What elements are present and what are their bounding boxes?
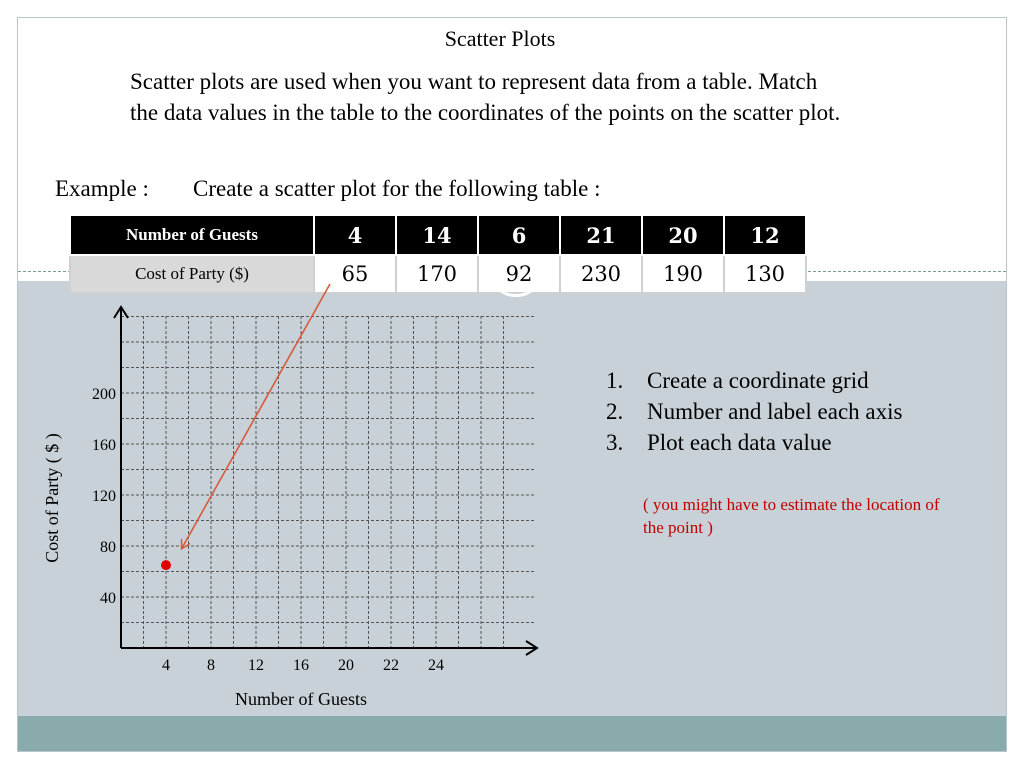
x-tick-label: 8: [207, 657, 215, 674]
step-number: 1.: [606, 368, 624, 393]
y-tick-label: 200: [92, 386, 116, 403]
y-tick-label: 160: [92, 437, 116, 454]
x-tick-label: 24: [428, 657, 444, 674]
cost-cell: 92: [478, 255, 560, 293]
x-tick-label: 22: [383, 657, 399, 674]
cost-cell: 190: [642, 255, 724, 293]
data-points: [161, 560, 171, 570]
step-text: Number and label each axis: [647, 399, 903, 424]
x-tick-label: 20: [338, 657, 354, 674]
guests-cell: 12: [724, 215, 806, 255]
guests-cell: 21: [560, 215, 642, 255]
step-item: [606, 365, 936, 396]
slide: [17, 17, 1007, 752]
y-tick-labels: [92, 386, 116, 607]
slide-title: Scatter Plots: [444, 26, 556, 51]
grid-vertical-lines: [144, 316, 504, 648]
steps-list: [606, 365, 936, 458]
step-text: Plot each data value: [647, 430, 832, 455]
x-axis-title: Number of Guests: [235, 689, 367, 709]
guests-cell: 6: [478, 215, 560, 255]
step-item: [606, 427, 936, 458]
guests-cell: 20: [642, 215, 724, 255]
guests-cell: 4: [314, 215, 396, 255]
guests-row-label: Number of Guests: [70, 215, 314, 255]
example-text: Create a scatter plot for the following table :: [193, 176, 601, 201]
cost-cell: 65: [314, 255, 396, 293]
step-item: [606, 396, 936, 427]
x-tick-label: 4: [162, 657, 170, 674]
example-label: Example :: [55, 176, 149, 201]
step-text: Create a coordinate grid: [647, 368, 869, 393]
cost-cell: 230: [560, 255, 642, 293]
cost-row-label: Cost of Party ($): [70, 255, 314, 293]
x-tick-label: 16: [293, 657, 309, 674]
y-tick-label: 40: [100, 590, 116, 607]
y-tick-label: 80: [100, 539, 116, 556]
step-number: 3.: [606, 430, 624, 455]
estimate-note: ( you might have to estimate the location of the point ): [643, 495, 940, 537]
x-tick-label: 12: [248, 657, 264, 674]
step-number: 2.: [606, 399, 624, 424]
y-axis-title: Cost of Party ( $ ): [42, 433, 62, 563]
cost-cell: 170: [396, 255, 478, 293]
intro-paragraph: Scatter plots are used when you want to represent data from a table. Match the data values in the table to the coordinates of the points on the scatter plot.: [130, 69, 841, 125]
guests-cell: 14: [396, 215, 478, 255]
grid-horizontal-lines: [121, 317, 536, 623]
cost-cell: 130: [724, 255, 806, 293]
x-tick-labels: [162, 657, 444, 674]
data-point: [161, 560, 171, 570]
y-tick-label: 120: [92, 488, 116, 505]
